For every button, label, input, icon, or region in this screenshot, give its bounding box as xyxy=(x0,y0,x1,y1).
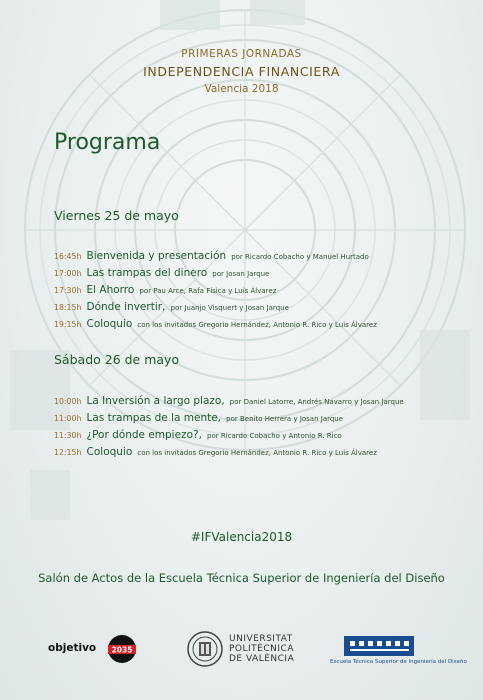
upv-logo xyxy=(187,630,337,670)
schedule-saturday xyxy=(54,390,474,458)
item-title: Las trampas del dinero xyxy=(86,267,208,279)
day-heading-friday: Viernes 25 de mayo xyxy=(54,208,179,223)
objetivo-2035-text: 2035 xyxy=(111,645,133,655)
upv-line2: POLITÈCNICA xyxy=(229,644,294,654)
schedule-item xyxy=(54,407,474,424)
objetivo-label: objetivo xyxy=(48,642,97,654)
etsid-logo-icon xyxy=(344,636,414,656)
item-speakers: por Pau Arce, Rafa Física y Luis Álvarez xyxy=(139,287,277,295)
event-venue: Salón de Actos de la Escuela Técnica Superior de Ingeniería del Diseño xyxy=(38,571,445,585)
sponsor-footer xyxy=(0,628,483,678)
item-time: 16:45h xyxy=(54,252,82,261)
item-title: Coloquio xyxy=(86,446,133,458)
upv-name xyxy=(229,634,294,664)
item-title: ¿Por dónde empiezo?, xyxy=(86,429,202,441)
item-time: 10:00h xyxy=(54,397,82,406)
event-hashtag: #IFValencia2018 xyxy=(190,530,293,544)
upv-line1: UNIVERSITAT xyxy=(229,634,293,644)
item-time: 18:15h xyxy=(54,303,82,312)
item-speakers: con los invitados Gregorio Hernández, Antonio R. Rico y Luis Álvarez xyxy=(137,321,377,329)
objetivo-2035-logo xyxy=(108,630,136,668)
item-speakers: por Daniel Latorre, Andrés Navarro y Josan Jarque xyxy=(229,398,404,406)
schedule-item xyxy=(54,441,474,458)
item-time: 19:15h xyxy=(54,320,82,329)
schedule-item xyxy=(54,245,474,262)
item-speakers: con los invitados Gregorio Hernández, Antonio R. Rico y Luis Álvarez xyxy=(137,449,377,457)
item-time: 12:15h xyxy=(54,448,82,457)
header-line1: PRIMERAS JORNADAS xyxy=(181,48,302,60)
schedule-item xyxy=(54,296,474,313)
item-title: Coloquio xyxy=(86,318,133,330)
event-header xyxy=(0,48,483,95)
schedule-item xyxy=(54,424,474,441)
header-line3: Valencia 2018 xyxy=(204,83,279,95)
upv-crest-icon xyxy=(187,630,223,668)
schedule-item xyxy=(54,313,474,330)
upv-line3: DE VALÈNCIA xyxy=(229,654,295,664)
item-title: Dónde invertir, xyxy=(86,301,166,313)
item-title: El Ahorro xyxy=(86,284,135,296)
item-speakers: por Josan Jarque xyxy=(212,270,270,278)
item-speakers: por Ricardo Cobacho y Antonio R. Rico xyxy=(207,432,342,440)
etsid-logo xyxy=(330,636,467,676)
header-line2: INDEPENDENCIA FINANCIERA xyxy=(143,64,340,79)
item-title: La Inversión a largo plazo, xyxy=(86,395,225,407)
item-time: 17:30h xyxy=(54,286,82,295)
item-title: Las trampas de la mente, xyxy=(86,412,222,424)
item-time: 11:00h xyxy=(54,414,82,423)
day-heading-saturday: Sábado 26 de mayo xyxy=(54,352,180,367)
schedule-friday xyxy=(54,245,474,330)
item-title: Bienvenida y presentación xyxy=(86,250,227,262)
schedule-item xyxy=(54,390,474,407)
etsid-name: Escuela Técnica Superior de Ingeniería del Diseño xyxy=(330,659,467,665)
item-time: 17:00h xyxy=(54,269,82,278)
schedule-item xyxy=(54,262,474,279)
item-speakers: por Juanjo Visquert y Josan Jarque xyxy=(170,304,289,312)
item-speakers: por Benito Herrera y Josan Jarque xyxy=(226,415,344,423)
item-time: 11:30h xyxy=(54,431,82,440)
programa-title: Programa xyxy=(54,130,161,155)
item-speakers: por Ricardo Cobacho y Manuel Hurtado xyxy=(231,253,369,261)
schedule-item xyxy=(54,279,474,296)
